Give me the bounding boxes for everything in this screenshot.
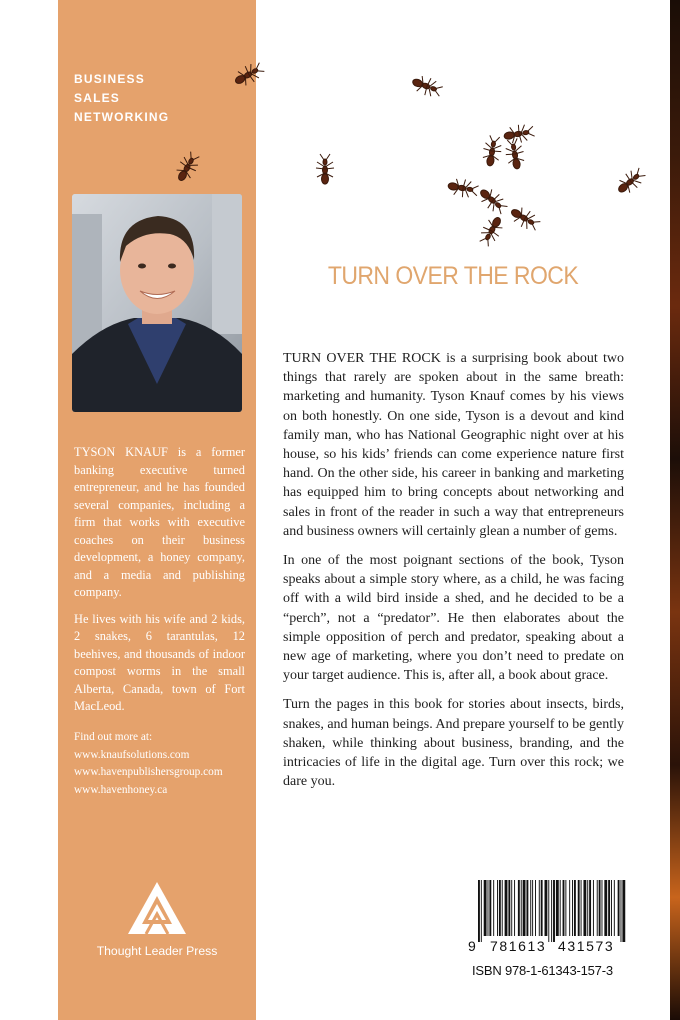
barcode-bar [621, 880, 622, 942]
barcode-bar [551, 880, 552, 942]
barcode-digit-right: 431573 [558, 938, 615, 954]
barcode-bar [604, 880, 607, 936]
barcode-bar [599, 880, 601, 936]
blurb-paragraph-3: Turn the pages in this book for stories about insects, birds, snakes, and human beings. And prepare yourself to be gently shaken, while thinking about business, branding, and the intricacies of life in the digital age. Turn over this rock; we dare you. [283, 697, 624, 790]
barcode-bar [514, 880, 515, 936]
barcode-bar [556, 880, 559, 936]
barcode-bar [565, 880, 566, 936]
barcode-bar [553, 880, 555, 942]
barcode-bar [574, 880, 576, 936]
category-business: BUSINESS [74, 72, 145, 86]
barcode-bar [611, 880, 612, 936]
barcode-bar [589, 880, 591, 936]
barcode-bar [539, 880, 540, 936]
barcode-bar [508, 880, 510, 936]
barcode-bar [478, 880, 480, 942]
barcode-bar [493, 880, 494, 936]
link-knaufsolutions[interactable]: www.knaufsolutions.com [74, 748, 190, 761]
barcode-bar [535, 880, 536, 936]
barcode-bar [481, 880, 482, 942]
barcode-bar [502, 880, 503, 936]
book-blurb [283, 349, 624, 801]
barcode-bar [523, 880, 526, 936]
barcode-bar [608, 880, 610, 936]
barcode-bar [587, 880, 588, 936]
barcode-bar [532, 880, 533, 936]
barcode-digit-left: 781613 [490, 938, 547, 954]
publisher-name: Thought Leader Press [96, 944, 218, 958]
link-list [74, 729, 252, 799]
links-heading: Find out more at: [74, 731, 153, 743]
blurb-paragraph-2: In one of the most poignant sections of the book, Tyson speaks about a simple story where, as a child, he was facing off with a wild bird inside a shed, and he decided to be a “perch”, not a “predator”. He then elaborates about the simple opposition of perch and predator, speaking about a new age of marketing, where you don’t need to predate on your target audience. This is, after all, a book about grace. [283, 553, 624, 684]
barcode-bar [618, 880, 620, 936]
bio-paragraph-1: TYSON KNAUF is a former banking executive turned entrepreneur, and he has founded several companies, including a firm that works with executive coaches on their business development, a honey company, and a media and publishing company. [74, 445, 245, 599]
barcode-bar [545, 880, 548, 936]
barcode-bar [563, 880, 565, 936]
barcode-bar [505, 880, 508, 936]
barcode-bar [560, 880, 561, 936]
barcode-bars [476, 880, 626, 942]
barcode-bar [499, 880, 501, 936]
barcode-bar [581, 880, 582, 936]
barcode-digit-prefix: 9 [468, 938, 476, 954]
barcode-bar [597, 880, 598, 936]
barcode-block [468, 874, 631, 986]
barcode-bar [578, 880, 580, 936]
barcode-bar [484, 880, 487, 936]
barcode-bar [593, 880, 594, 936]
barcode-bar [602, 880, 603, 936]
barcode-bar [518, 880, 520, 936]
link-havenhoney[interactable]: www.havenhoney.ca [74, 783, 168, 796]
barcode-bar [526, 880, 528, 936]
barcode-bar [583, 880, 586, 936]
ants-illustration [0, 0, 680, 260]
barcode-bar [521, 880, 522, 936]
publisher-logo-icon [126, 880, 188, 936]
bio-paragraph-2: He lives with his wife and 2 kids, 2 snakes, 6 tarantulas, 12 beehives, and thousands of indoor compost worms in the small Alberta, Canada, town of Fort MacLeod. [74, 611, 245, 713]
barcode-bar [572, 880, 573, 936]
barcode-bar [541, 880, 543, 936]
barcode-bar [497, 880, 498, 936]
isbn-number: ISBN 978-1-61343-157-3 [472, 963, 613, 978]
barcode-bar [488, 880, 489, 936]
barcode-bar [548, 880, 549, 942]
barcode-bar [622, 880, 625, 942]
barcode-bar [530, 880, 531, 936]
barcode-bar [569, 880, 570, 936]
barcode-bar [489, 880, 491, 936]
link-havenpublishersgroup[interactable]: www.havenpublishersgroup.com [74, 766, 223, 778]
book-title: TURN OVER THE ROCK [327, 262, 579, 290]
blurb-paragraph-1: TURN OVER THE ROCK is a surprising book about two things that rarely are spoken about in the same breath: marketing and humanity. Tyson Knauf comes by his views on both honestly. On one side, Tyson is a devout and kind family man, who has National Geographic night over at his house, so his kids’ friends can come experience nature first hand. On the other side, his career in banking and marketing has equipped him to bring concepts about networking and sales in front of the reader in such a way that entrepreneurs and business owners will certainly glean a number of gems. [283, 351, 624, 539]
barcode-bar [614, 880, 615, 936]
author-bio [74, 444, 245, 725]
category-sales: SALES [74, 91, 121, 105]
barcode-bar [511, 880, 512, 936]
category-networking: NETWORKING [74, 110, 170, 124]
